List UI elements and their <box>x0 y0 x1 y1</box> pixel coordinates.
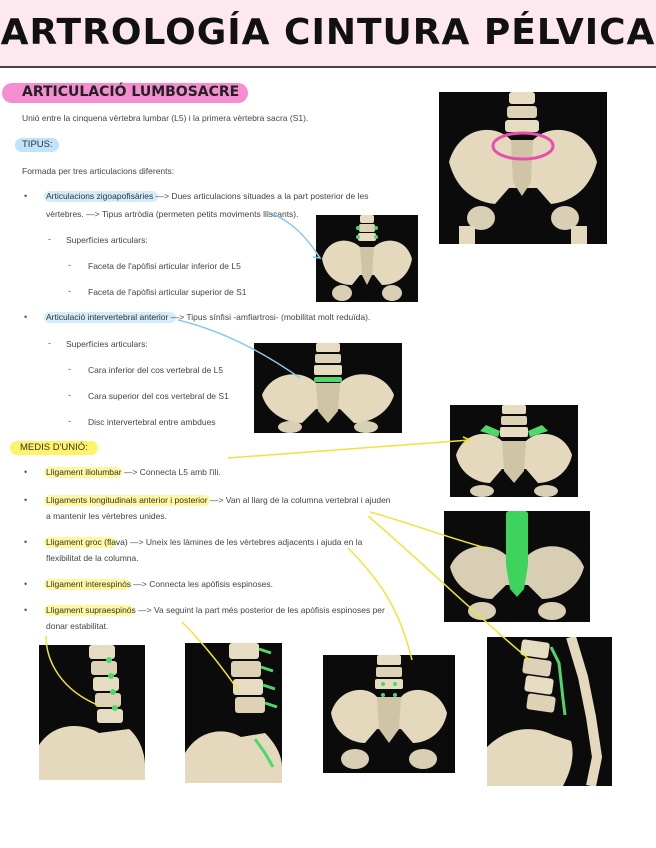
title-band <box>0 0 656 68</box>
zigo-surface-2: Faceta de l'apòfisi articular superior de S1 <box>88 287 247 297</box>
bullet-dot: • <box>24 467 28 477</box>
inter-superficies-label: Superfícies articulars: <box>66 339 148 349</box>
dash: - <box>68 416 71 426</box>
flava-ligament-image <box>39 645 145 780</box>
pelvis-lumbosacral-image <box>439 92 607 244</box>
zigo-line-2: vèrtebres. —> Tipus artròdia (permeten petits moviments lliscants). <box>46 209 299 219</box>
longitudinal-ligament-image <box>444 511 590 622</box>
inter-term: Articulació intervertebral anterior <box>46 312 169 322</box>
zigo-line <box>46 187 368 205</box>
pelvis-intervertebral-image <box>254 343 402 433</box>
iliolumbar-ligament-image <box>450 405 578 497</box>
medis-term-3: Lligament groc (flava) <box>46 537 128 547</box>
section-title: ARTICULACIÓ LUMBOSACRE <box>22 84 240 100</box>
medis-desc-5: —> Va seguint la part més posterior de les apòfisis espinoses per <box>135 605 385 615</box>
bullet-dot: • <box>24 605 28 615</box>
medis-term-2: Lligaments longitudinals anterior i posterior <box>46 495 208 505</box>
dash: - <box>48 338 51 348</box>
tipus-heading: TIPUS: <box>22 139 53 150</box>
zigo-surface-1: Faceta de l'apòfisi articular inferior de L5 <box>88 261 241 271</box>
inter-desc: —> Tipus sínfisi -amfiartrosi- (mobilitat molt reduïda). <box>168 312 371 322</box>
pelvis-posterior-zigo-image <box>316 215 418 302</box>
supraspinous-posterior-image <box>323 655 455 773</box>
medis-item-2-line-2: a mantenir les vèrtebres unides. <box>46 511 167 521</box>
zigo-superficies-label: Superfícies articulars: <box>66 235 148 245</box>
supraspinous-lateral-image <box>487 637 612 786</box>
section-intro: Unió entre la cinquena vèrtebra lumbar (L5) i la primera vèrtebra sacra (S1). <box>22 113 309 123</box>
bullet-dot: • <box>24 312 28 322</box>
inter-line <box>46 308 370 326</box>
medis-term-5: Lligament supraespinós <box>46 605 136 615</box>
medis-item-5-line-2: donar estabilitat. <box>46 621 109 631</box>
medis-desc-3: —> Uneix les làmines de les vèrtebres adjacents i ajuda en la <box>127 537 363 547</box>
bullet-dot: • <box>24 495 28 505</box>
medis-term-1: Lligament iliolumbar <box>46 467 122 477</box>
bullet-dot: • <box>24 537 28 547</box>
tipus-intro: Formada per tres articulacions diferents: <box>22 166 175 176</box>
zigo-desc: —> Dues articulacions situades a la part posterior de les <box>153 191 369 201</box>
medis-desc-2: —> Van al llarg de la columna vertebral i ajuden <box>207 495 391 505</box>
inter-surface-3: Disc intervertebral entre ambdues <box>88 417 216 427</box>
dash: - <box>68 286 71 296</box>
interspinous-ligament-image <box>185 643 282 783</box>
dash: - <box>48 234 51 244</box>
dash: - <box>68 364 71 374</box>
dash: - <box>68 390 71 400</box>
inter-surface-2: Cara superior del cos vertebral de S1 <box>88 391 229 401</box>
medis-item-3-line-2: flexibilitat de la columna. <box>46 553 139 563</box>
medis-item-4 <box>46 575 273 593</box>
medis-desc-4: —> Connecta les apòfisis espinoses. <box>131 579 274 589</box>
zigo-term: Articulacions zigoapofisàries <box>46 191 154 201</box>
bullet-dot: • <box>24 579 28 589</box>
page-title: ARTROLOGÍA CINTURA PÉLVICA <box>0 12 656 53</box>
medis-desc-1: —> Connecta L5 amb l'ili. <box>121 467 221 477</box>
medis-item-1 <box>46 463 221 481</box>
inter-surface-1: Cara inferior del cos vertebral de L5 <box>88 365 224 375</box>
medis-term-4: Lligament interespinós <box>46 579 132 589</box>
dash: - <box>68 260 71 270</box>
bullet-dot: • <box>24 191 28 201</box>
medis-heading: MEDIS D'UNIÓ: <box>20 442 88 453</box>
